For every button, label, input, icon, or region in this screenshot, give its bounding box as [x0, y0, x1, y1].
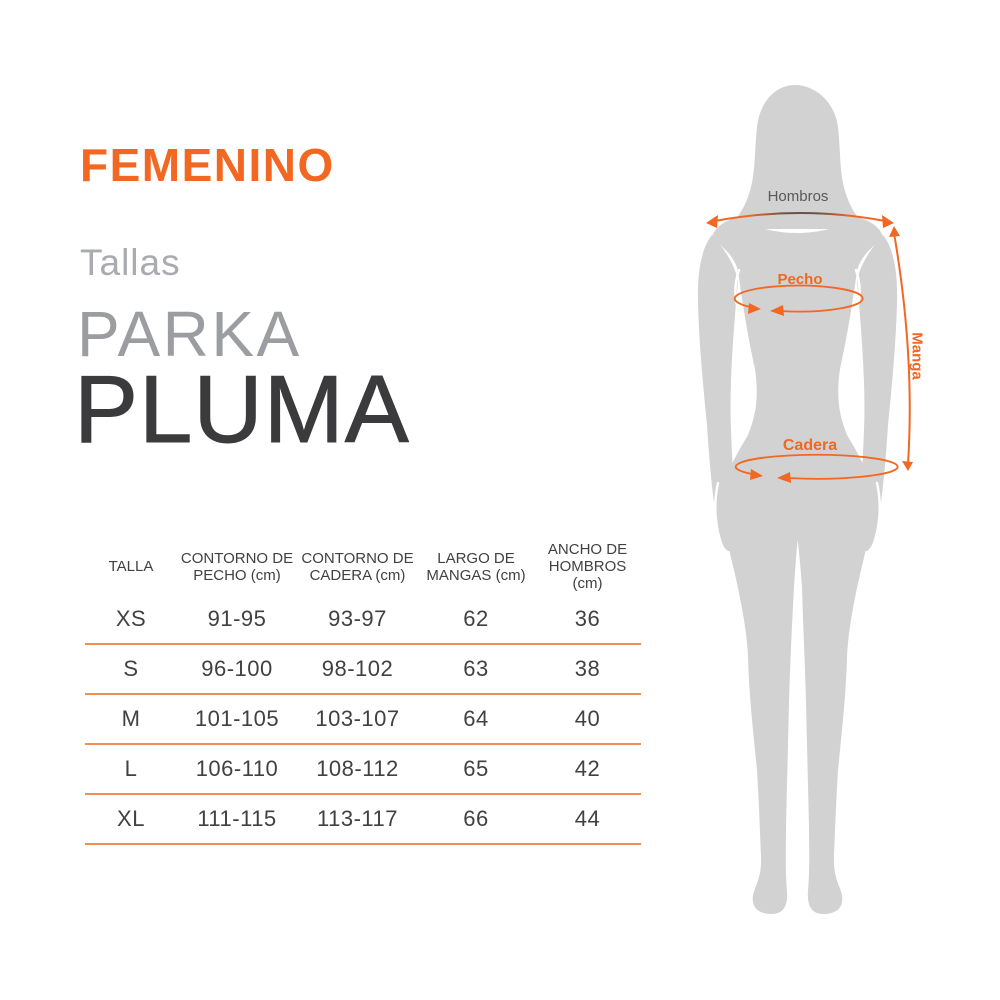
- size-label: M: [121, 706, 141, 731]
- hombros-value: 44: [574, 806, 601, 831]
- pecho-value: 111-115: [197, 806, 277, 831]
- sizes-subtitle: Tallas: [80, 242, 181, 283]
- mangas-value: 65: [463, 756, 489, 781]
- mangas-value: 62: [463, 606, 489, 631]
- cadera-value: 103-107: [315, 706, 400, 731]
- cadera-value: 113-117: [317, 806, 398, 831]
- size-label: L: [124, 756, 138, 781]
- hombros-value: 36: [574, 606, 601, 631]
- column-header-talla: TALLA: [108, 558, 154, 575]
- mangas-value: 66: [463, 806, 489, 831]
- size-table-header-row: [85, 538, 641, 595]
- category-title: FEMENINO: [80, 139, 335, 191]
- cadera-value: 108-112: [316, 756, 399, 781]
- cadera-measure-ellipse: [736, 455, 898, 483]
- hombros-measure-arrow: [706, 213, 894, 228]
- product-name-line2: PLUMA: [74, 356, 410, 463]
- table-row-m: [85, 695, 641, 745]
- pecho-measure-ellipse: [735, 286, 863, 316]
- pecho-label: Pecho: [777, 271, 823, 288]
- column-header-contorno-cadera: CONTORNO DE CADERA (cm): [301, 549, 414, 584]
- mangas-value: 63: [463, 656, 489, 681]
- product-name-line1: PARKA: [77, 298, 302, 370]
- hombros-label: Hombros: [767, 188, 829, 205]
- hombros-value: 38: [574, 656, 601, 681]
- column-header-ancho-hombros: ANCHO DE HOMBROS (cm): [547, 541, 628, 592]
- cadera-value: 98-102: [321, 656, 394, 681]
- cadera-label: Cadera: [782, 437, 838, 454]
- column-header-contorno-pecho: CONTORNO DE PECHO (cm): [180, 549, 294, 584]
- cadera-value: 93-97: [328, 606, 387, 631]
- hombros-value: 40: [574, 706, 601, 731]
- table-row-l: [85, 745, 641, 795]
- manga-label: Manga: [908, 332, 926, 380]
- table-row-xs: [85, 595, 641, 645]
- size-label: XL: [117, 806, 145, 831]
- hombros-value: 42: [574, 756, 601, 781]
- pecho-value: 91-95: [207, 606, 267, 631]
- pecho-value: 96-100: [201, 656, 273, 681]
- size-table: [85, 538, 641, 845]
- column-header-largo-mangas: LARGO DE MANGAS (cm): [426, 549, 526, 584]
- pecho-value: 106-110: [195, 756, 279, 781]
- table-row-s: [85, 645, 641, 695]
- mangas-value: 64: [463, 706, 489, 731]
- table-row-xl: [85, 795, 641, 845]
- size-label: XS: [115, 606, 147, 631]
- size-label: S: [123, 656, 139, 681]
- pecho-value: 101-105: [194, 706, 280, 731]
